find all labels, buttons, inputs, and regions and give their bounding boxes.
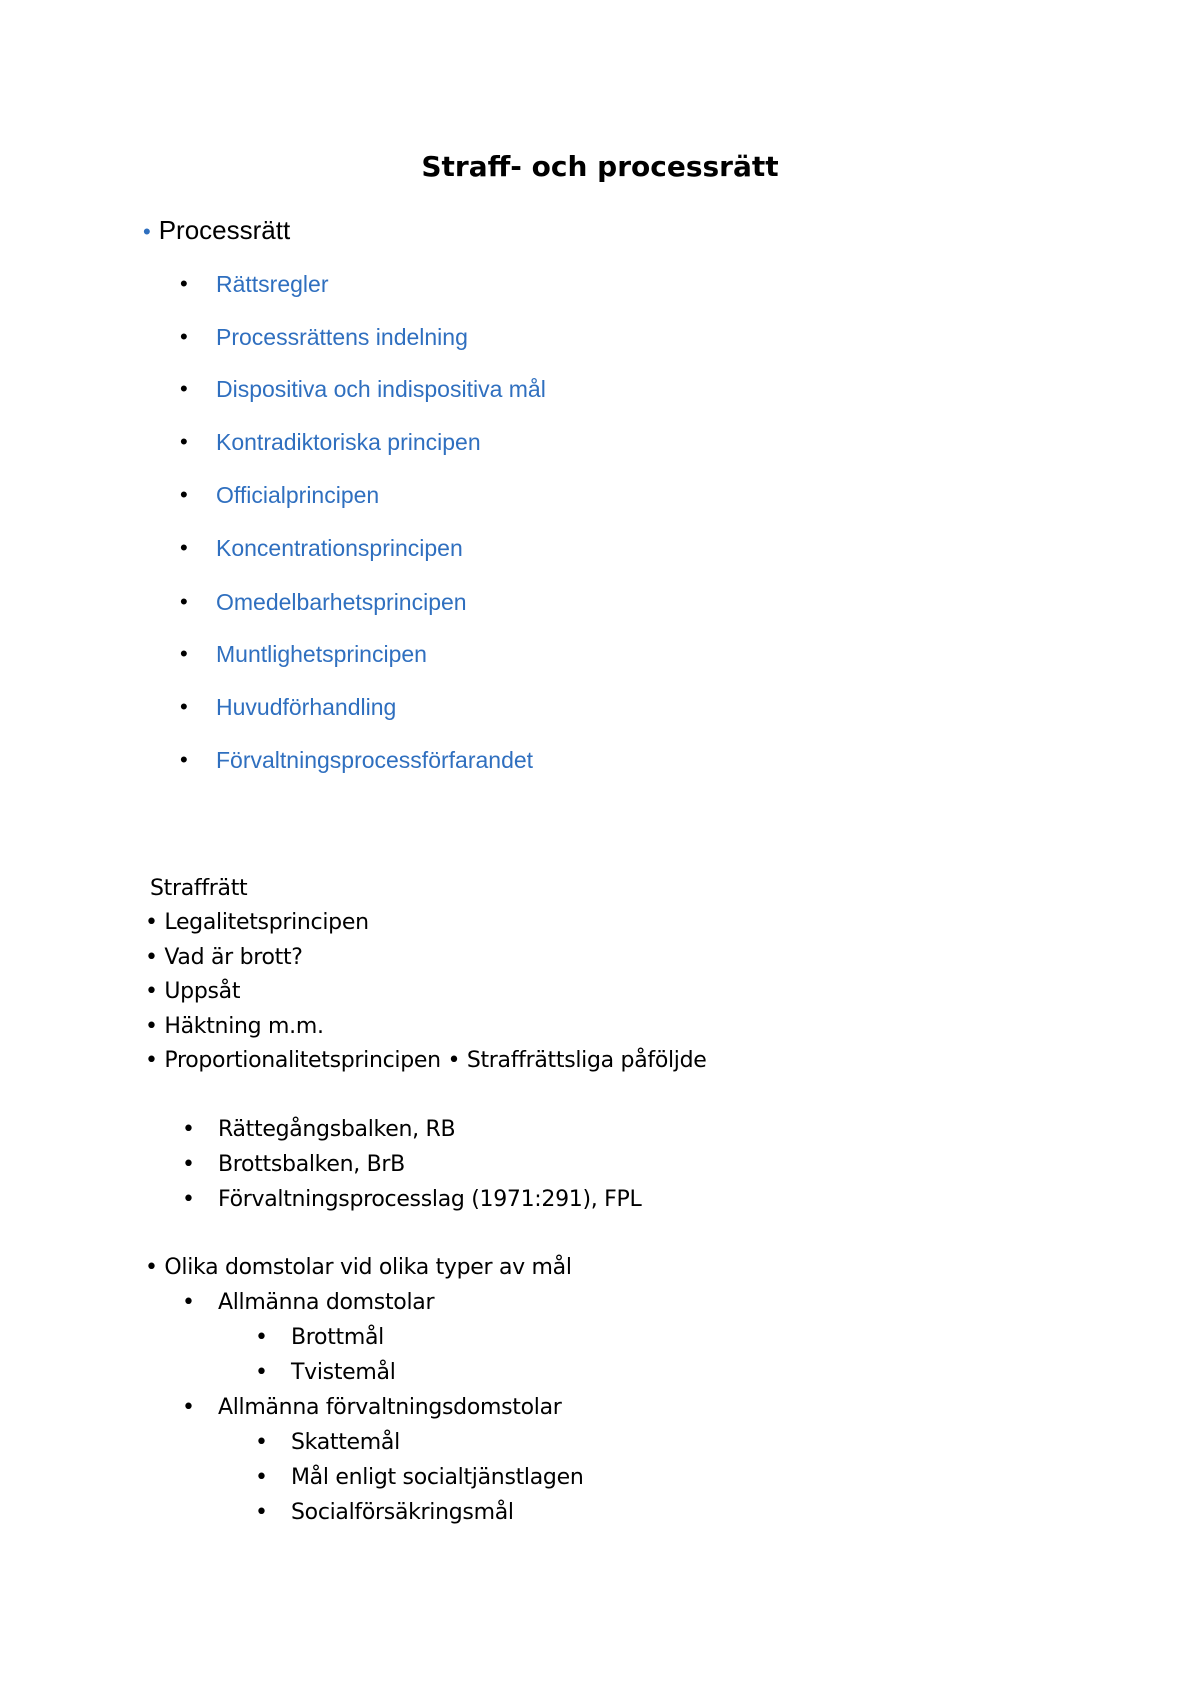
list-bullet: • bbox=[182, 1187, 195, 1212]
list-bullet: • bbox=[180, 429, 188, 454]
processratt-heading-text: Processrätt bbox=[158, 215, 291, 245]
mal-label: Brottmål bbox=[291, 1325, 384, 1350]
processratt-item[interactable] bbox=[180, 426, 481, 458]
processratt-item[interactable] bbox=[180, 586, 467, 618]
law-label: Förvaltningsprocesslag (1971:291), FPL bbox=[218, 1187, 642, 1212]
processratt-item[interactable] bbox=[180, 638, 427, 670]
processratt-link[interactable]: Rättsregler bbox=[216, 271, 329, 297]
list-bullet: • bbox=[180, 747, 188, 772]
processratt-link[interactable]: Dispositiva och indispositiva mål bbox=[216, 376, 546, 402]
mal-label: Socialförsäkringsmål bbox=[291, 1500, 514, 1525]
processratt-link[interactable]: Muntlighetsprincipen bbox=[216, 641, 427, 667]
mal-item bbox=[255, 1496, 514, 1530]
list-bullet: • bbox=[182, 1290, 195, 1315]
processratt-link[interactable]: Omedelbarhetsprincipen bbox=[216, 589, 467, 615]
processratt-link[interactable]: Huvudförhandling bbox=[216, 694, 397, 720]
straffratt-heading: Straffrätt bbox=[150, 876, 248, 901]
list-bullet: • bbox=[255, 1325, 268, 1350]
processratt-link[interactable]: Koncentrationsprincipen bbox=[216, 535, 463, 561]
processratt-item[interactable] bbox=[180, 532, 463, 564]
processratt-item[interactable] bbox=[180, 691, 397, 723]
law-label: Rättegångsbalken, RB bbox=[218, 1117, 456, 1142]
mal-item bbox=[255, 1426, 400, 1460]
processratt-link[interactable]: Processrättens indelning bbox=[216, 324, 468, 350]
processratt-item[interactable] bbox=[180, 479, 380, 511]
domstolar-heading: • Olika domstolar vid olika typer av mål bbox=[145, 1255, 572, 1280]
list-bullet: • bbox=[180, 324, 188, 349]
list-bullet: • bbox=[180, 641, 188, 666]
heading-bullet: • bbox=[143, 219, 151, 244]
list-bullet: • bbox=[182, 1395, 195, 1420]
processratt-link[interactable]: Officialprincipen bbox=[216, 482, 380, 508]
mal-label: Skattemål bbox=[291, 1430, 400, 1455]
list-bullet: • bbox=[180, 535, 188, 560]
straffratt-line: • Legalitetsprincipen bbox=[145, 910, 369, 935]
processratt-item[interactable] bbox=[180, 268, 329, 300]
straffratt-line: • Uppsåt bbox=[145, 979, 241, 1004]
processratt-item[interactable] bbox=[180, 744, 534, 776]
law-item bbox=[182, 1183, 642, 1217]
law-label: Brottsbalken, BrB bbox=[218, 1152, 405, 1177]
straffratt-line: • Häktning m.m. bbox=[145, 1014, 324, 1039]
processratt-link[interactable]: Kontradiktoriska principen bbox=[216, 429, 481, 455]
domstol-group-label: Allmänna domstolar bbox=[218, 1290, 435, 1315]
domstol-group-label: Allmänna förvaltningsdomstolar bbox=[218, 1395, 562, 1420]
processratt-item[interactable] bbox=[180, 373, 546, 405]
list-bullet: • bbox=[182, 1152, 195, 1177]
list-bullet: • bbox=[180, 376, 188, 401]
mal-item bbox=[255, 1356, 396, 1390]
list-bullet: • bbox=[180, 694, 188, 719]
processratt-item[interactable] bbox=[180, 321, 468, 353]
straffratt-line: • Proportionalitetsprincipen • Straffrättsliga påföljde bbox=[145, 1048, 707, 1073]
list-bullet: • bbox=[255, 1360, 268, 1385]
list-bullet: • bbox=[180, 271, 188, 296]
list-bullet: • bbox=[255, 1430, 268, 1455]
mal-label: Mål enligt socialtjänstlagen bbox=[291, 1465, 584, 1490]
law-item bbox=[182, 1148, 405, 1182]
mal-item bbox=[255, 1321, 384, 1355]
list-bullet: • bbox=[182, 1117, 195, 1142]
document-title: Straff- och processrätt bbox=[421, 150, 779, 183]
law-item bbox=[182, 1113, 456, 1147]
list-bullet: • bbox=[180, 482, 188, 507]
domstol-group bbox=[182, 1391, 562, 1425]
mal-label: Tvistemål bbox=[291, 1360, 396, 1385]
list-bullet: • bbox=[255, 1465, 268, 1490]
domstol-group bbox=[182, 1286, 435, 1320]
processratt-heading bbox=[143, 214, 290, 248]
mal-item bbox=[255, 1461, 584, 1495]
list-bullet: • bbox=[255, 1500, 268, 1525]
processratt-link[interactable]: Förvaltningsprocessförfarandet bbox=[216, 747, 534, 773]
straffratt-line: • Vad är brott? bbox=[145, 945, 303, 970]
list-bullet: • bbox=[180, 589, 188, 614]
